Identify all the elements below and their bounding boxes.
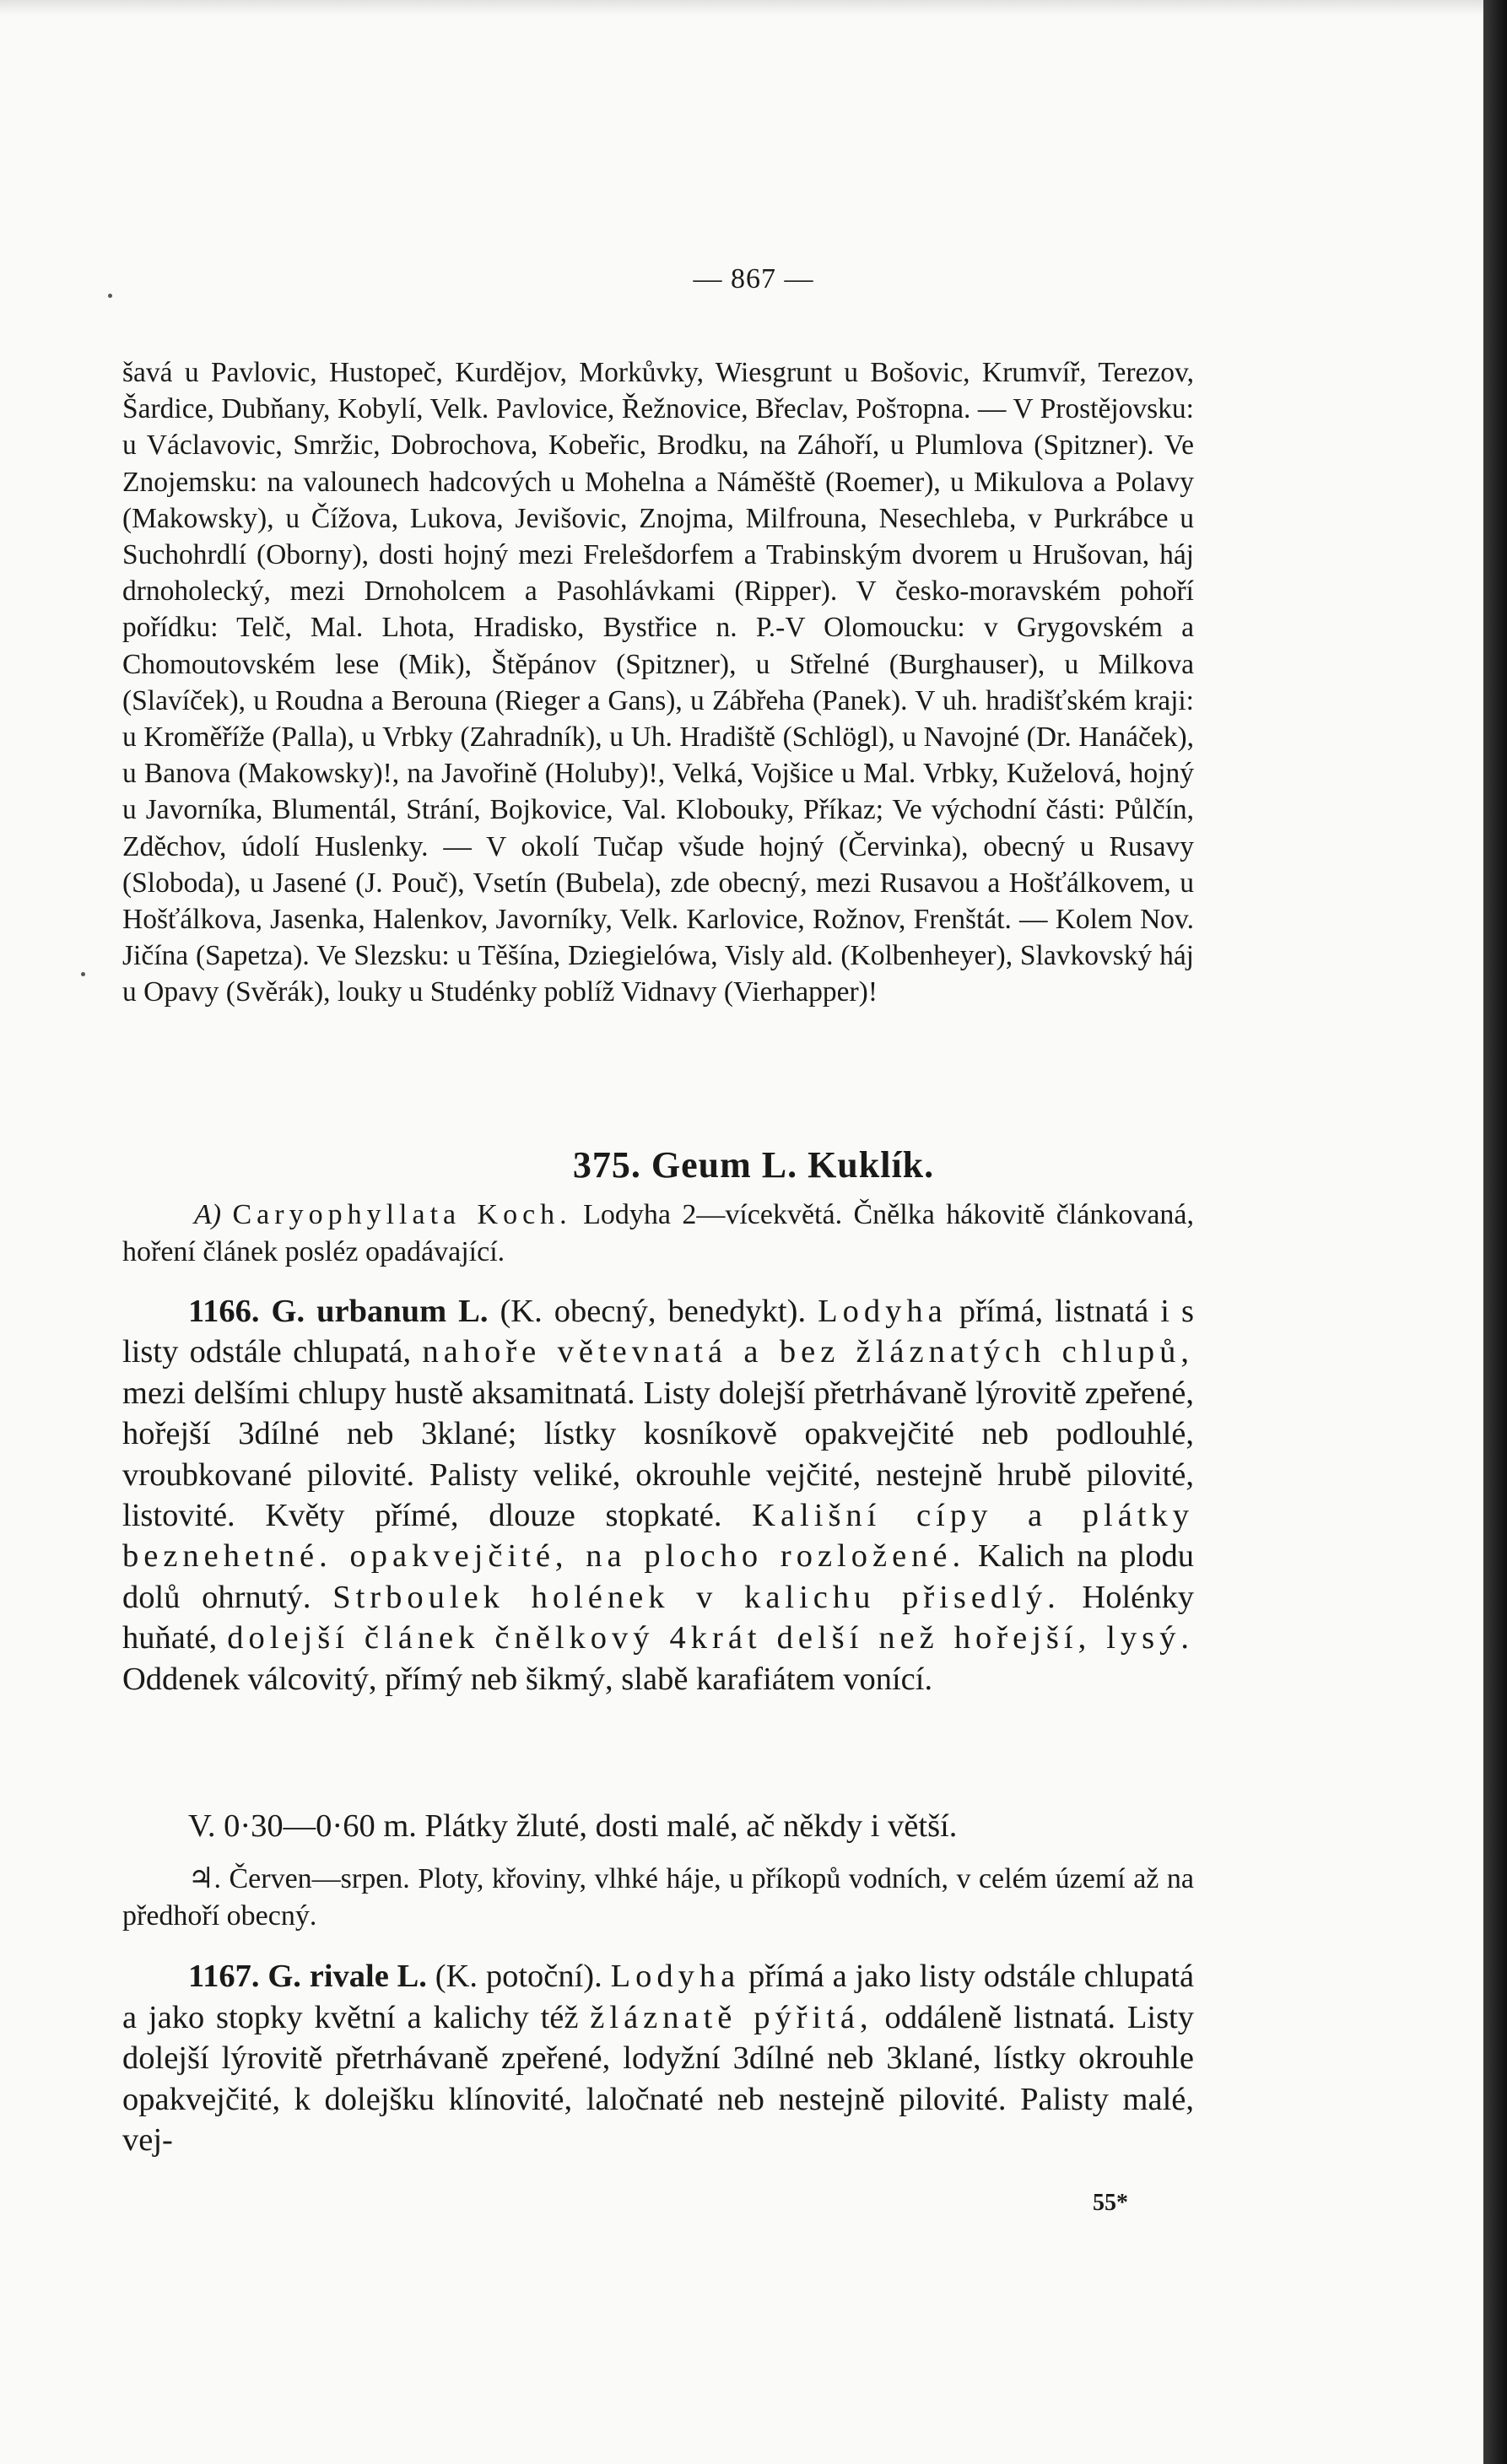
species-number: 1167. <box>188 1959 260 1994</box>
species-common-name: (K. potoční). <box>435 1959 602 1994</box>
genus-heading: 375. Geum L. Kuklík. <box>572 1144 935 1186</box>
species-name: G. urbanum L. <box>271 1294 489 1329</box>
species-1166-description <box>122 1291 1194 1699</box>
spaced-term: žláznatě pýřitá, <box>590 1999 873 2035</box>
scan-speck <box>81 972 85 976</box>
continuation-paragraph <box>122 354 1194 1011</box>
description-text: mezi delšími chlupy hustě aksamitnatá. Listy dolejší přetrhávaně lýrovitě zpeřené, hořejší 3dílné neb 3klané; lístky kosníkově opakvejčité neb podlouhlé, vroubkované pilovité. Palisty veliké, okrouhle vejčité, nestejně hrubě pilovité, listovité. Květy přímé, dlouze stopkaté. <box>122 1375 1194 1534</box>
page-number: — 867 — <box>693 263 814 294</box>
subsection-label: A) <box>194 1199 222 1230</box>
subsection-text: Lodyha 2—vícekvětá. Čnělka hákovitě článkovaná, hoření článek posléz opadávající. <box>122 1199 1194 1267</box>
subsection-paragraph <box>122 1197 1194 1271</box>
species-1166-measure: V. 0·30—0·60 m. Plátky žluté, dosti malé, ač někdy i větší. <box>188 1808 958 1844</box>
description-text: přímá, listnatá i s listy odstále chlupatá, <box>122 1294 1194 1370</box>
spaced-term: dolejší článek čnělkový 4krát delší než hořejší, lysý. <box>227 1620 1194 1656</box>
spaced-term: Kališní cípy a plátky beznehetné. opakvejčité, na plocho rozložené. <box>122 1498 1195 1575</box>
spaced-term: nahoře větevnatá a bez žláznatých chlupů, <box>422 1334 1194 1370</box>
spaced-term: Lodyha <box>610 1959 741 1994</box>
species-1166-phenology: ♃. Červen—srpen. Ploty, křoviny, vlhké háje, u příkopů vodních, v celém území až na předhoří obecný. <box>122 1863 1194 1932</box>
scan-right-edge <box>1483 0 1507 2464</box>
spaced-term: Lodyha <box>818 1294 948 1329</box>
description-text: Kalich na plodu dolů ohrnutý. <box>122 1538 1194 1615</box>
signature-mark: 55* <box>1093 2190 1128 2216</box>
spaced-term: Strboulek holének v kalichu přisedlý. <box>332 1579 1061 1615</box>
scan-top-shadow <box>0 0 1507 15</box>
species-common-name: (K. obecný, benedykt). <box>500 1294 807 1329</box>
subsection-name: Caryophyllata Koch. <box>232 1199 572 1230</box>
species-name: G. rivale L. <box>267 1959 427 1994</box>
continuation-text: šavá u Pavlovic, Hustopeč, Kurdějov, Morkůvky, Wiesgrunt u Bošovic, Krumvíř, Terezov, Šardice, Dubňany, Kobylí, Velk. Pavlovice, Řežnovice, Břeclav, Pošторna. — V Prostějovsku: u Václavovic, Smržic, Dobrochova, Kobeřic, Brodku, na Záhoří, u Plumlova (Spitzner). Ve Znojemsku: na valounech hadcových u Mohelna a Náměště (Roemer), u Mikulova a Polavy (Makowsky), u Čížova, Lukova, Jevišovic, Znojma, Milfrouna, Nesechleba, v Purkrábce u Suchohrdlí (Oborny), dosti hojný mezi Frelešdorfem a Trabinským dvorem u Hrušovan, háj drnoholecký, mezi Drnoholcem a Pasohlávkami (Ripper). V česko-moravském pohoří pořídku: Telč, Mal. Lhota, Hradisko, Bystřice n. P.-V Olomoucku: v Grygovském a Chomoutovském lese (Mik), Štěpánov (Spitzner), u Střelné (Burghauser), u Milkova (Slavíček), u Roudna a Berouna (Rieger a Gans), u Zábřeha (Panek). V uh. hradišťském kraji: u Kroměříže (Palla), u Vrbky (Zahradník), u Uh. Hradiště (Schlögl), u Navojné (Dr. Hanáček), u Banova (Makowsky)!, na Javořině (Holuby)!, Velká, Vojšice u Mal. Vrbky, Kuželová, hojný u Javorníka, Blumentál, Strání, Bojkovice, Val. Klobouky, Příkaz; Ve východní části: Půlčín, Zděchov, údolí Huslenky. — V okolí Tučap všude hojný (Červinka), obecný u Rusavy (Sloboda), u Jasené (J. Pouč), Vsetín (Bubela), zde obecný, mezi Rusavou a Hošťálkovem, u Hošťálkova, Jasenka, Halenkov, Javorníky, Velk. Karlovice, Rožnov, Frenštát. — Kolem Nov. Jičína (Sapetza). Ve Slezsku: u Těšína, Dziegielówa, Visly ald. (Kolbenheyer), Slavkovský háj u Opavy (Svěrák), louky u Studénky poblíž Vidnavy (Vierhapper)! <box>122 357 1194 1008</box>
description-text: Oddenek válcovitý, přímý neb šikmý, slabě karafiátem vonící. <box>122 1661 933 1697</box>
description-text: Holénky huňaté, <box>122 1579 1195 1656</box>
description-text: přímá a jako listy odstále chlupatá a jako stopky květní a kalichy též <box>122 1959 1195 2035</box>
description-text: oddáleně listnatá. Listy dolejší lýrovitě přetrhávaně zpeřené, lodyžní 3dílné neb 3klané, lístky okrouhle opakvejčité, k dolejšku klínovité, laločnaté neb nestejně pilovité. Palisty malé, vej- <box>122 1999 1195 2159</box>
species-number: 1166. <box>188 1294 260 1329</box>
species-1167-description <box>122 1956 1194 2161</box>
